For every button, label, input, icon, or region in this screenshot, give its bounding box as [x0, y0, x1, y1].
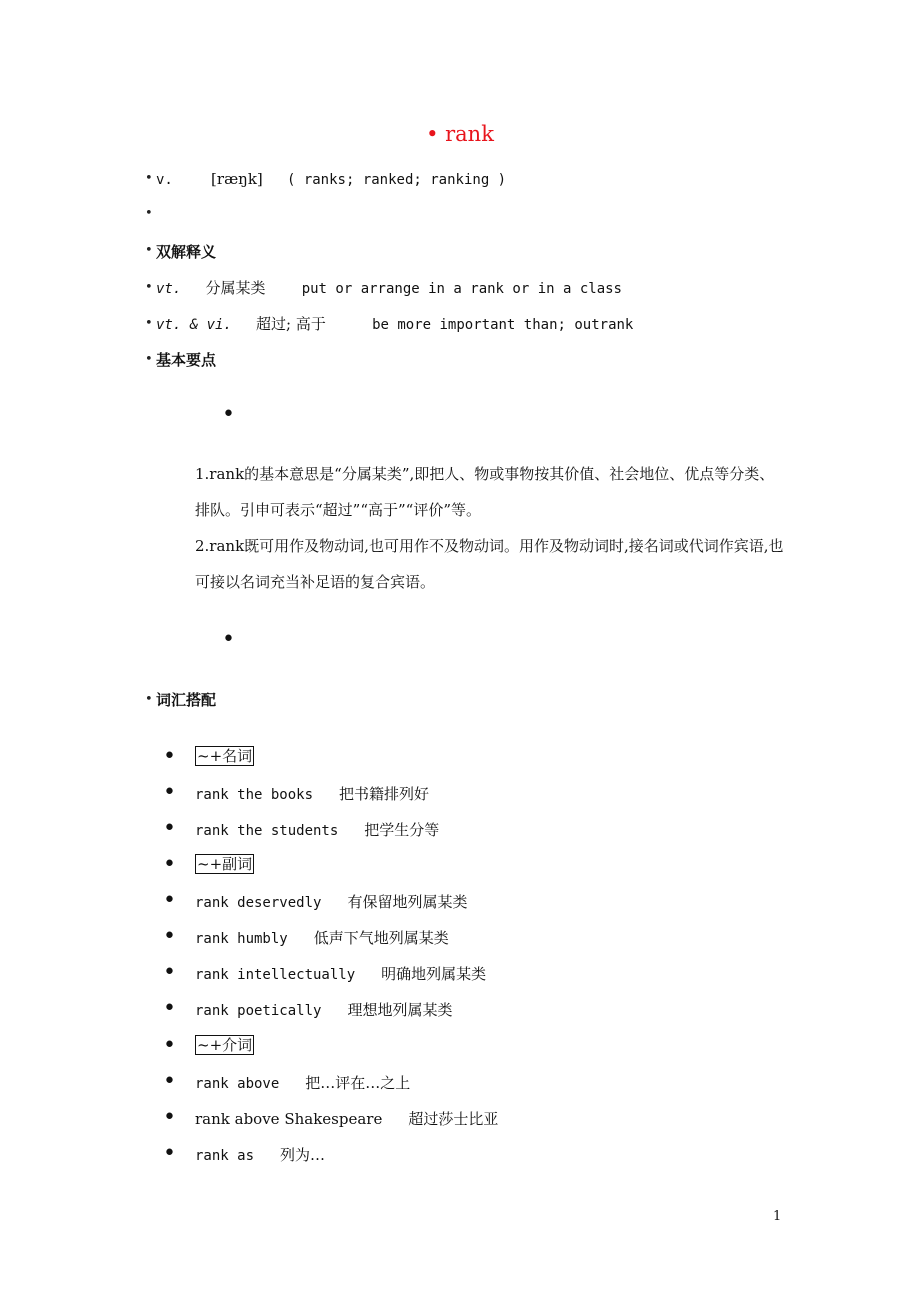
basics-paragraph: 2.rank既可用作及物动词,也可用作不及物动词。用作及物动词时,接名词或代词作宾语,也可接以名词充当补足语的复合宾语。 [195, 537, 784, 591]
collocation-en: rank the students [195, 823, 339, 839]
collocation-header-noun [195, 745, 254, 766]
definition-zh: 分属某类 [205, 279, 266, 297]
section-collocations: 词汇搭配 [156, 691, 217, 709]
bullet-icon: • [163, 996, 176, 1021]
collocation-item [195, 1108, 498, 1129]
collocation-header-adverb [195, 853, 254, 874]
bullet-icon: • [145, 206, 153, 221]
collocation-en: rank humbly [195, 931, 288, 947]
collocation-zh: 列为… [280, 1146, 326, 1164]
page-title: • rank [426, 122, 494, 146]
bullet-icon: • [163, 852, 176, 877]
definition-en: put or arrange in a rank or in a class [301, 281, 622, 297]
collocation-en: rank intellectually [195, 967, 356, 983]
definition-pos: vt. [156, 281, 182, 297]
word-forms: ( ranks; ranked; ranking ) [286, 172, 507, 188]
bullet-icon: • [145, 692, 153, 707]
definition-row [156, 313, 633, 334]
collocation-zh: 明确地列属某类 [381, 965, 487, 983]
bullet-icon: • [163, 744, 176, 769]
collocation-zh: 把学生分等 [364, 821, 440, 839]
bullet-icon: • [163, 960, 176, 985]
title-word: rank [445, 122, 494, 146]
bullet-icon: • [163, 1105, 176, 1130]
collocation-item [195, 1072, 410, 1093]
collocation-item [195, 999, 452, 1020]
definition-zh: 超过; 高于 [256, 315, 326, 333]
definition-row [156, 277, 622, 298]
collocation-zh: 超过莎士比亚 [408, 1110, 499, 1128]
header-line [156, 169, 506, 188]
boxed-label: ~+名词 [197, 747, 253, 765]
collocation-zh: 低声下气地列属某类 [313, 929, 449, 947]
bullet-icon: • [163, 1069, 176, 1094]
collocation-item [195, 927, 449, 948]
bullet-icon: • [145, 280, 153, 295]
collocation-item [195, 963, 486, 984]
collocation-en: rank above Shakespeare [195, 1110, 383, 1128]
collocation-zh: 把…评在…之上 [305, 1074, 411, 1092]
collocation-zh: 有保留地列属某类 [347, 893, 468, 911]
collocation-en: rank as [195, 1148, 255, 1164]
page-number: 1 [773, 1209, 782, 1224]
section-bilingual: 双解释义 [156, 243, 217, 261]
bullet-icon: • [145, 171, 153, 186]
bullet-icon: • [163, 816, 176, 841]
section-basics: 基本要点 [156, 351, 217, 369]
bullet-icon: • [222, 402, 235, 427]
boxed-label: ~+副词 [197, 855, 253, 873]
bullet-icon: • [145, 316, 153, 331]
bullet-icon: • [163, 924, 176, 949]
definition-en: be more important than; outrank [372, 317, 634, 333]
basics-paragraph: 1.rank的基本意思是“分属某类”,即把人、物或事物按其价值、社会地位、优点等分类、排队。引申可表示“超过”“高于”“评价”等。 [195, 465, 775, 519]
collocation-en: rank the books [195, 787, 314, 803]
collocation-en: rank deservedly [195, 895, 322, 911]
bullet-icon: • [163, 888, 176, 913]
collocation-item [195, 1144, 325, 1165]
collocation-en: rank above [195, 1076, 280, 1092]
collocation-zh: 理想地列属某类 [347, 1001, 453, 1019]
bullet-icon: • [163, 1141, 176, 1166]
bullet-icon: • [145, 243, 153, 258]
collocation-item [195, 891, 467, 912]
phonetic: [ræŋk] [211, 170, 263, 188]
collocation-en: rank poetically [195, 1003, 322, 1019]
bullet-icon: • [163, 780, 176, 805]
collocation-item [195, 819, 439, 840]
bullet-icon: • [163, 1033, 176, 1058]
collocation-zh: 把书籍排列好 [339, 785, 430, 803]
collocation-header-preposition [195, 1034, 254, 1055]
collocation-item [195, 783, 429, 804]
boxed-label: ~+介词 [197, 1036, 253, 1054]
part-of-speech: v. [156, 172, 173, 188]
bullet-icon: • [145, 352, 153, 367]
definition-pos: vt. & vi. [156, 317, 232, 333]
bullet-icon: • [222, 627, 235, 652]
